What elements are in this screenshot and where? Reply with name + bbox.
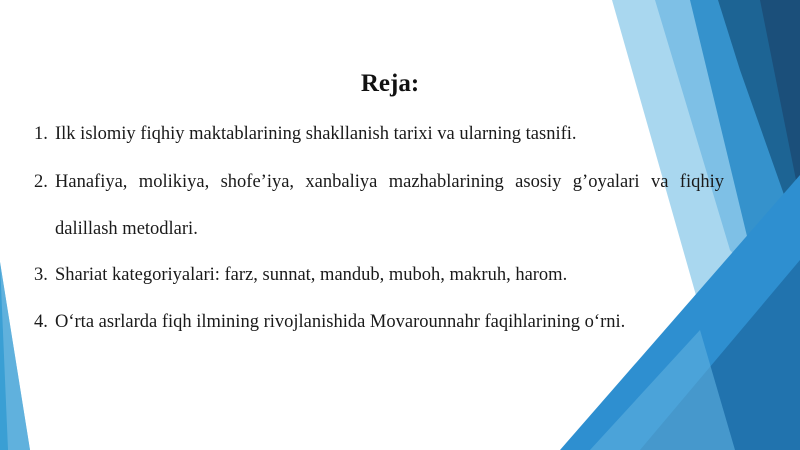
list-item-number: 4.	[34, 312, 48, 332]
list-item	[34, 159, 724, 253]
list-item-text: Ilk islomiy fiqhiy maktablarining shakllanish tarixi va ularning tasnifi.	[55, 124, 577, 144]
list-item-number: 2.	[34, 172, 48, 192]
list-item-number: 1.	[34, 124, 48, 144]
list-item-number: 3.	[34, 265, 48, 285]
list-item	[34, 111, 724, 158]
list-item-text: Shariat kategoriyalari: farz, sunnat, mandub, muboh, makruh, harom.	[55, 265, 568, 285]
list-item	[34, 252, 724, 299]
list-item-text: O‘rta asrlarda fiqh ilmining rivojlanishida Movarounnahr faqihlarining o‘rni.	[55, 312, 626, 332]
list-item-text: Hanafiya, molikiya, shofe’iya, xanbaliya mazhablarining asosiy g’oyalari va fiqhiy dalillash metodlari.	[55, 172, 724, 239]
list-item	[34, 299, 724, 346]
slide-title: Reja:	[360, 70, 420, 97]
